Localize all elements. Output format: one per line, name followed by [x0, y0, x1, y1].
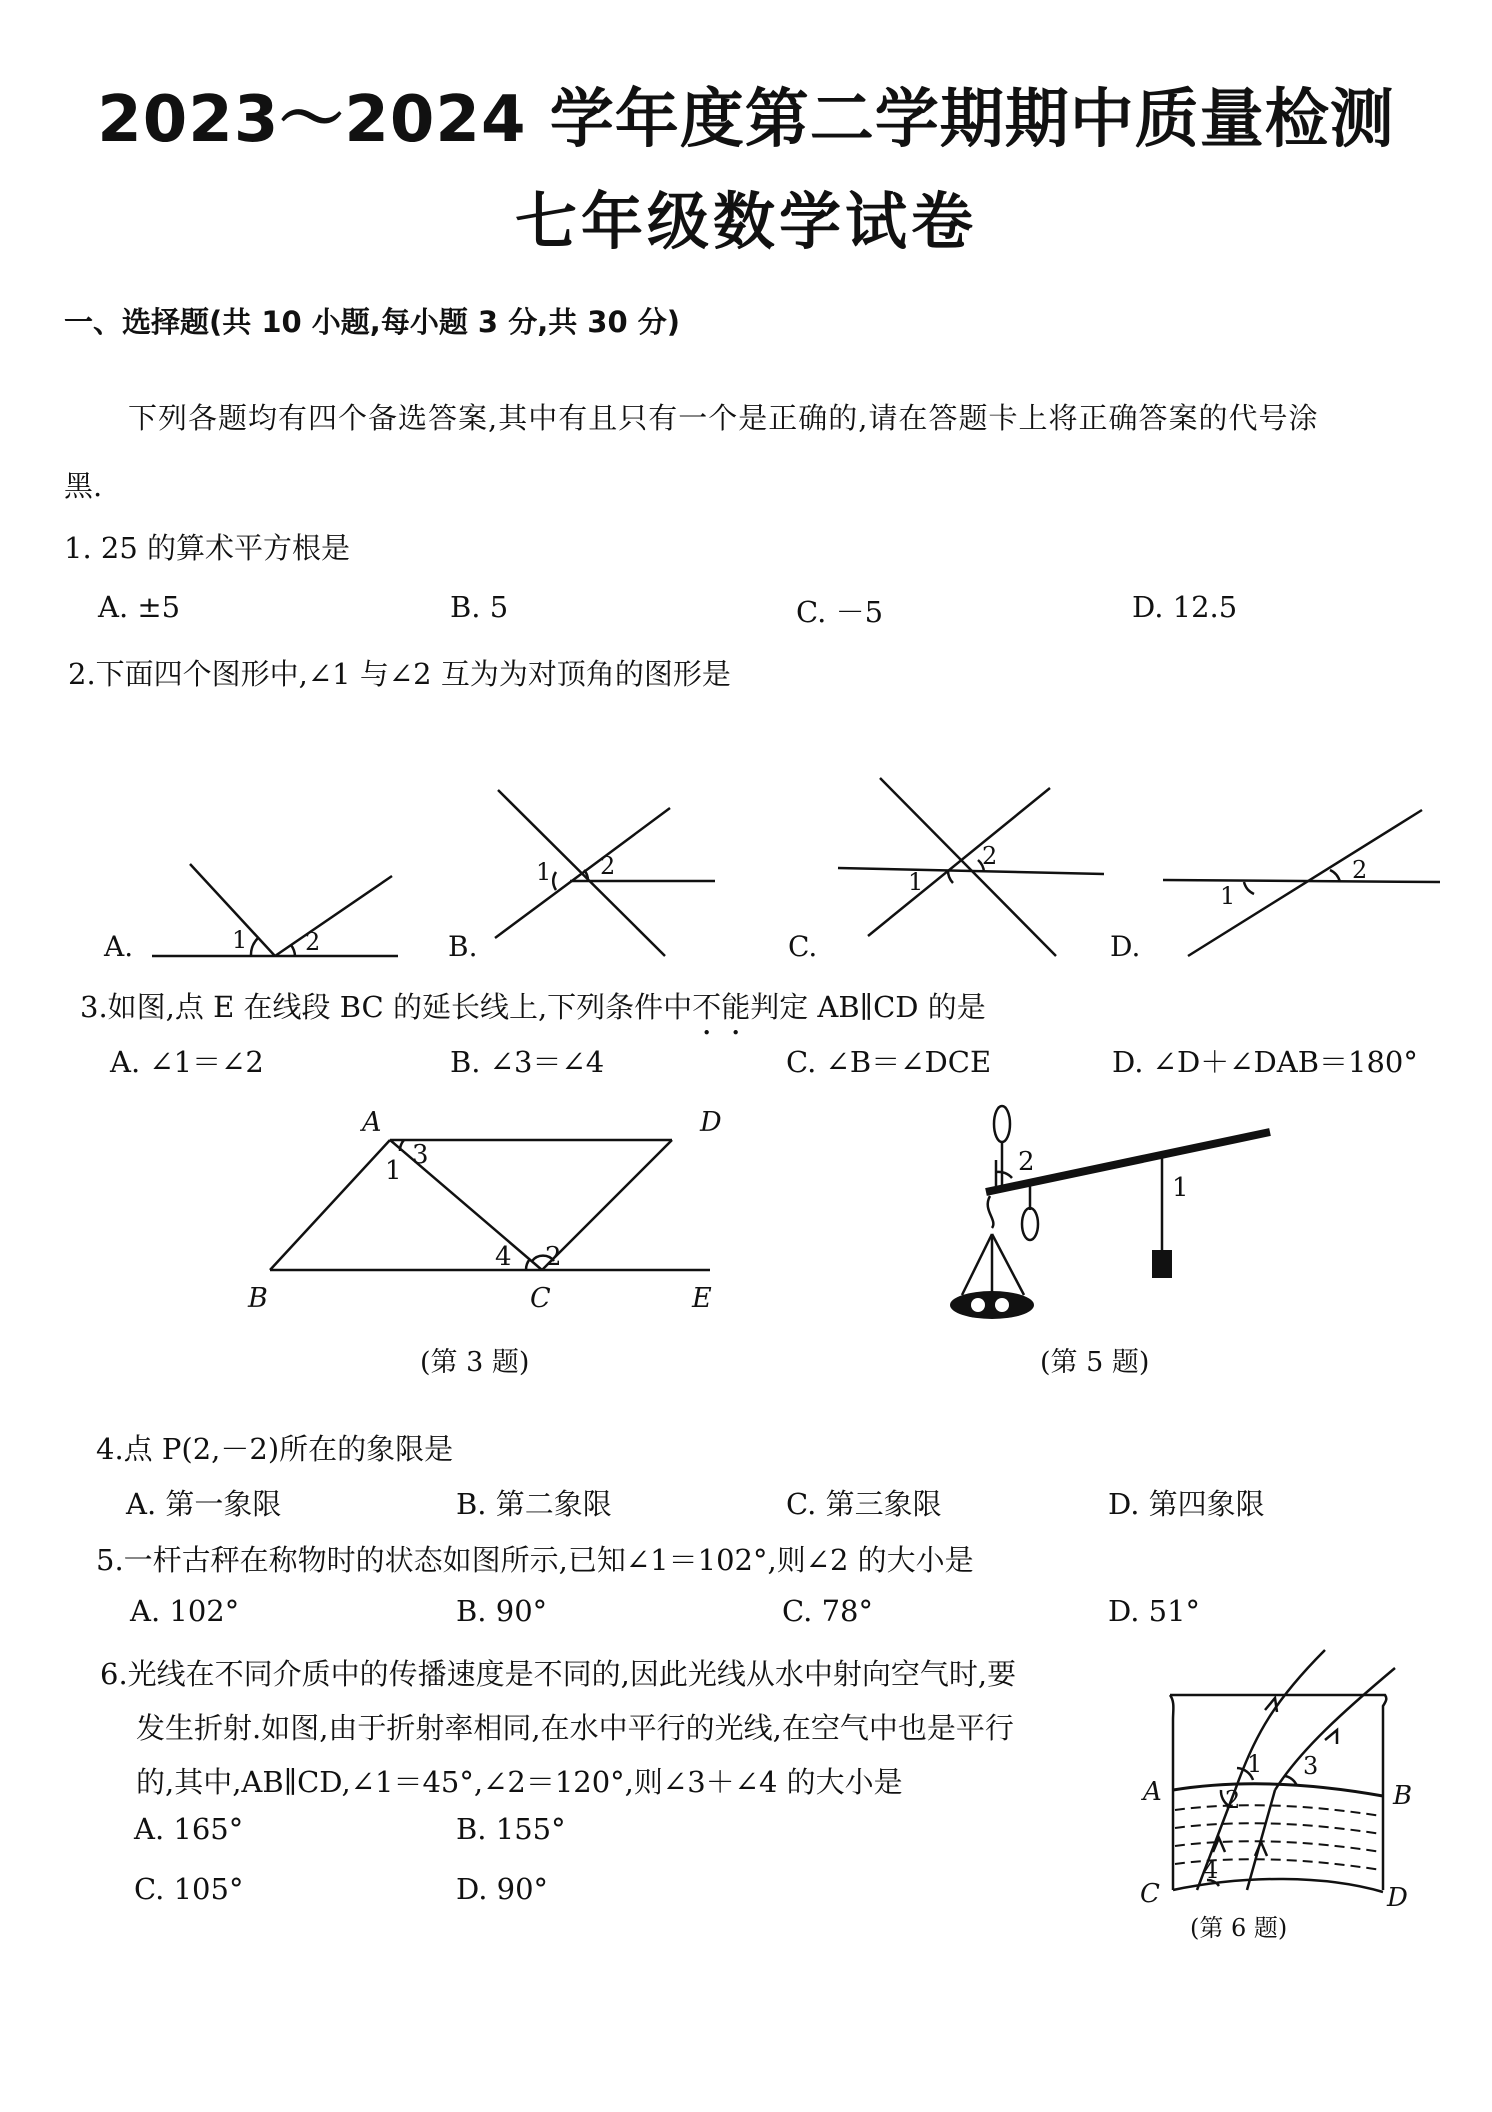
q6-option-d: D. 90°: [456, 1872, 549, 1906]
q5-angle-2: 2: [1018, 1147, 1035, 1177]
q2-fig-label-d: D.: [1110, 930, 1141, 963]
q3-line-ab: [270, 1140, 390, 1270]
q3-emphasis: 不能: [692, 990, 751, 1024]
q4-stem: 4.点 P(2,－2)所在的象限是: [96, 1432, 454, 1466]
q3-option-a: A. ∠1＝∠2: [110, 1045, 264, 1079]
q4-option-d: D. 第四象限: [1108, 1487, 1265, 1521]
q6-point-b: B: [1393, 1781, 1413, 1811]
q6-option-c: C. 105°: [134, 1872, 244, 1906]
q2c-angle-1: 1: [908, 868, 924, 896]
q6-arrow-2b: [1325, 1730, 1337, 1744]
q2c-angle-arc-1: [948, 870, 953, 883]
q3-angle-arc-4: [526, 1259, 530, 1270]
q6-stem-line-1: 6.光线在不同介质中的传播速度是不同的,因此光线从水中射向空气时,要: [100, 1657, 1017, 1691]
q3-option-d: D. ∠D＋∠DAB＝180°: [1112, 1045, 1418, 1079]
q5-stem: 5.一杆古秤在称物时的状态如图所示,已知∠1＝102°,则∠2 的大小是: [96, 1543, 974, 1577]
q2-stem: 2.下面四个图形中,∠1 与∠2 互为为对顶角的图形是: [68, 657, 731, 691]
q5-pan-item-1: [971, 1298, 985, 1312]
q6-water-dash-3: [1175, 1841, 1381, 1852]
q1-option-a: A. ±5: [98, 590, 181, 624]
q6-figure: [1125, 1640, 1425, 1940]
q6-stem-line-2: 发生折射.如图,由于折射率相同,在水中平行的光线,在空气中也是平行: [136, 1711, 1014, 1745]
q5-pan-item-2: [995, 1298, 1009, 1312]
q5-pan: [950, 1291, 1034, 1319]
q5-handle-loop: [994, 1106, 1010, 1142]
q1-stem: 1. 25 的算术平方根是: [64, 531, 351, 565]
q5-option-b: B. 90°: [456, 1594, 548, 1628]
q3-angle-4: 4: [495, 1242, 512, 1272]
q2c-line-2: [868, 788, 1050, 936]
q3-angle-3: 3: [412, 1140, 429, 1170]
q5-option-d: D. 51°: [1108, 1594, 1201, 1628]
q2d-angle-1: 1: [1220, 882, 1236, 910]
q2d-angle-2: 2: [1352, 856, 1368, 884]
q4-option-a: A. 第一象限: [126, 1487, 282, 1521]
q3-angle-1: 1: [385, 1156, 402, 1186]
q3-option-c: C. ∠B＝∠DCE: [786, 1045, 992, 1079]
q4-option-c: C. 第三象限: [786, 1487, 942, 1521]
q2b-angle-1: 1: [536, 858, 552, 886]
q5-option-a: A. 102°: [130, 1594, 240, 1628]
instruction-line-2: 黑.: [64, 469, 103, 503]
section-heading: 一、选择题(共 10 小题,每小题 3 分,共 30 分): [64, 305, 681, 339]
q2a-angle-1: 1: [232, 926, 248, 954]
q3-point-c: C: [530, 1283, 551, 1314]
exam-title: 2023～2024 学年度第二学期期中质量检测: [97, 83, 1395, 157]
q2a-line-right: [275, 876, 392, 956]
q6-water-dash-2: [1175, 1823, 1381, 1834]
q5-option-c: C. 78°: [782, 1594, 873, 1628]
q5-angle-arc-2: [996, 1172, 1012, 1178]
q2b-line-2: [495, 808, 670, 938]
q6-angle-3: 3: [1303, 1752, 1319, 1780]
q6-option-a: A. 165°: [134, 1812, 244, 1846]
q3-point-d: D: [700, 1107, 722, 1138]
q2b-angle-arc-1: [553, 872, 556, 890]
q3-stem: 3.如图,点 E 在线段 BC 的延长线上,下列条件中不能判定 AB∥CD 的是: [80, 990, 986, 1024]
q5-second-loop: [1022, 1208, 1038, 1240]
q6-stem-line-3: 的,其中,AB∥CD,∠1＝45°,∠2＝120°,则∠3＋∠4 的大小是: [136, 1765, 903, 1799]
q1-option-c: C. －5: [796, 595, 884, 629]
q2-fig-label-b: B.: [448, 930, 478, 963]
q6-angle-2: 2: [1225, 1786, 1241, 1814]
q1-option-b: B. 5: [450, 590, 509, 624]
q2a-angle-arc-2: [291, 945, 295, 956]
q6-caption: (第 6 题): [1190, 1914, 1288, 1942]
q5-caption: (第 5 题): [1040, 1347, 1150, 1378]
q1-option-d: D. 12.5: [1132, 590, 1238, 624]
q6-arrow-2a: [1255, 1842, 1267, 1856]
q6-option-b: B. 155°: [456, 1812, 566, 1846]
q3-angle-2: 2: [545, 1242, 562, 1272]
q3-point-b: B: [248, 1283, 268, 1314]
q4-option-b: B. 第二象限: [456, 1487, 612, 1521]
q5-figure: [940, 1100, 1280, 1330]
q6-angle-1: 1: [1247, 1750, 1263, 1778]
q6-water-dash-1: [1175, 1805, 1381, 1816]
q6-angle-4: 4: [1203, 1856, 1219, 1884]
q6-point-d: D: [1387, 1883, 1408, 1913]
q2d-angle-arc-1: [1244, 882, 1254, 894]
q2-figures: [0, 760, 1492, 980]
q5-weight: [1152, 1250, 1172, 1278]
q6-point-c: C: [1140, 1879, 1160, 1909]
q6-container-left: [1170, 1695, 1173, 1890]
q3-figure: [240, 1095, 730, 1325]
q2a-angle-2: 2: [305, 928, 321, 956]
q2b-angle-2: 2: [600, 852, 616, 880]
q5-angle-1: 1: [1172, 1173, 1189, 1203]
q3-point-a: A: [362, 1107, 382, 1138]
q2a-angle-arc-1: [251, 938, 258, 956]
instruction-line-1: 下列各题均有四个备选答案,其中有且只有一个是正确的,请在答题卡上将正确答案的代号涂: [128, 401, 1319, 435]
exam-subtitle: 七年级数学试卷: [514, 185, 977, 258]
q2-fig-label-a: A.: [104, 930, 134, 963]
q2c-angle-2: 2: [982, 842, 998, 870]
q3-option-b: B. ∠3＝∠4: [450, 1045, 605, 1079]
q5-pan-string-right: [992, 1234, 1024, 1295]
q2d-base-line: [1163, 880, 1440, 882]
q3-caption: (第 3 题): [420, 1347, 530, 1378]
q2-fig-label-c: C.: [788, 930, 818, 963]
q5-hook: [988, 1196, 994, 1228]
q5-pan-string-left: [962, 1234, 992, 1295]
q3-point-e: E: [692, 1283, 712, 1314]
q6-point-a: A: [1143, 1777, 1162, 1807]
